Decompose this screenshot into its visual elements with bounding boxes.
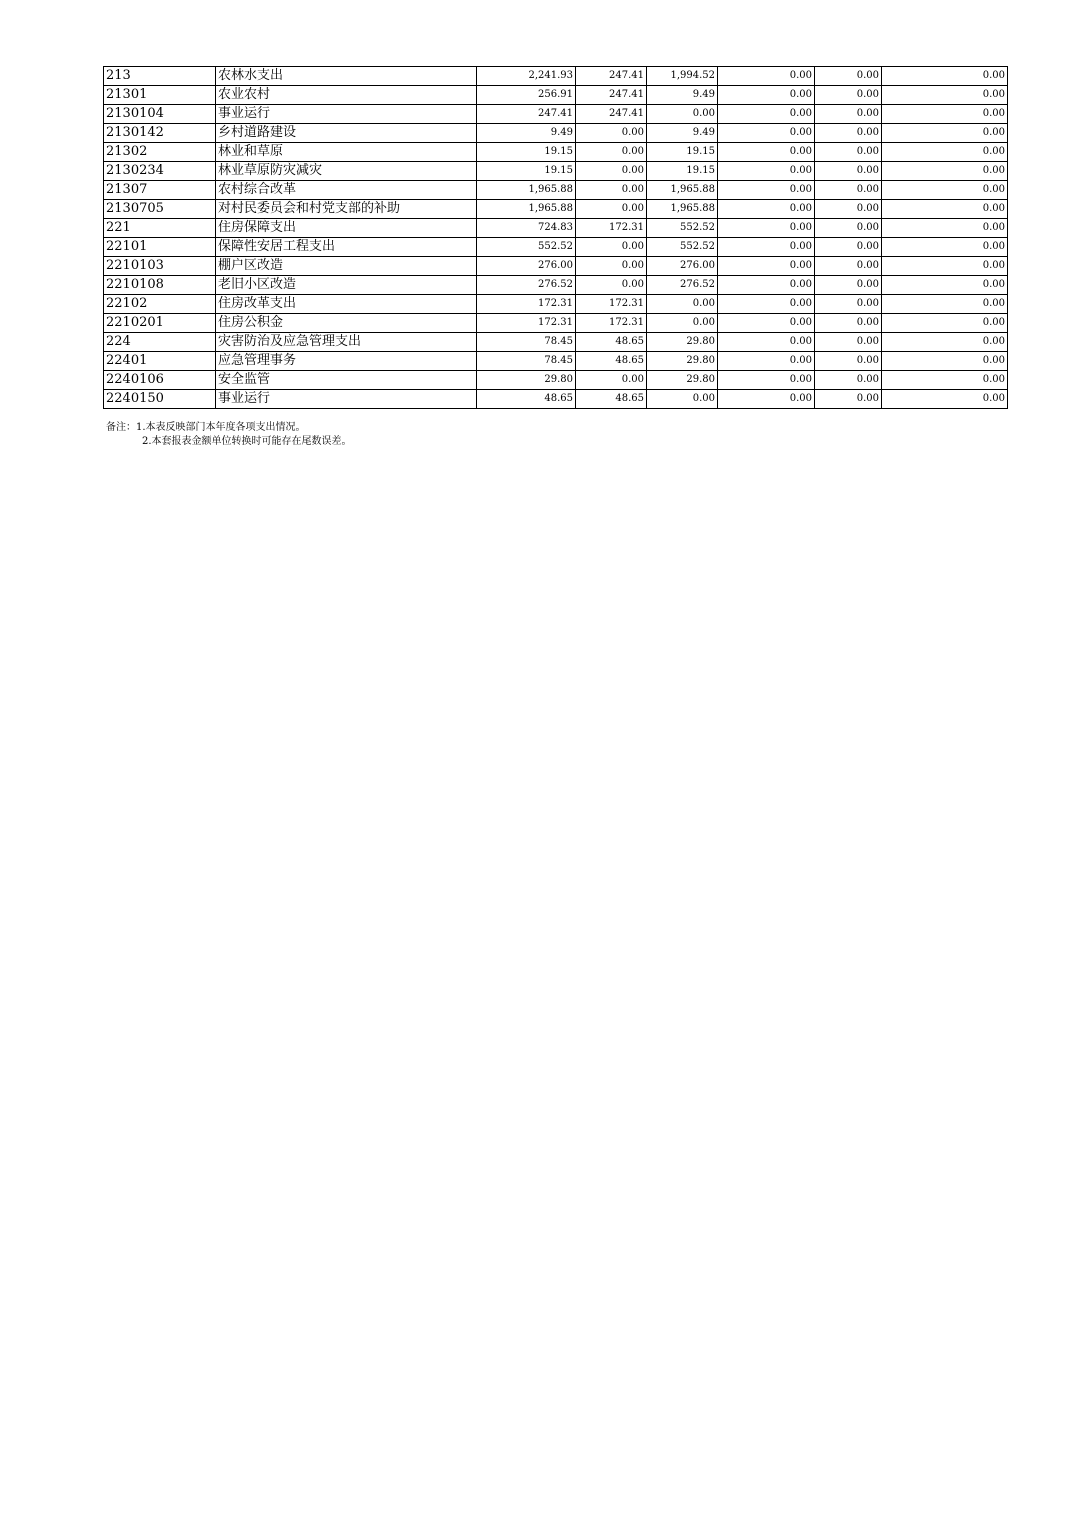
cell-total: 256.91 xyxy=(477,86,576,105)
cell-subject-code: 221 xyxy=(104,219,216,238)
cell-col-6: 0.00 xyxy=(882,67,1008,86)
cell-subject-code: 213 xyxy=(104,67,216,86)
cell-col-6: 0.00 xyxy=(882,200,1008,219)
cell-subject-name: 应急管理事务 xyxy=(216,352,477,371)
cell-col-5: 0.00 xyxy=(815,295,882,314)
cell-basic-expenditure: 0.00 xyxy=(576,162,647,181)
cell-project-expenditure: 29.80 xyxy=(647,352,718,371)
cell-project-expenditure: 0.00 xyxy=(647,295,718,314)
cell-project-expenditure: 19.15 xyxy=(647,143,718,162)
table-row xyxy=(104,219,1008,238)
cell-basic-expenditure: 0.00 xyxy=(576,257,647,276)
cell-col-5: 0.00 xyxy=(815,67,882,86)
cell-subject-code: 22401 xyxy=(104,352,216,371)
cell-subject-name: 农村综合改革 xyxy=(216,181,477,200)
cell-basic-expenditure: 0.00 xyxy=(576,200,647,219)
cell-subject-name: 住房保障支出 xyxy=(216,219,477,238)
cell-subject-code: 2130705 xyxy=(104,200,216,219)
cell-subject-code: 21307 xyxy=(104,181,216,200)
cell-project-expenditure: 9.49 xyxy=(647,86,718,105)
cell-total: 48.65 xyxy=(477,390,576,409)
cell-total: 1,965.88 xyxy=(477,200,576,219)
cell-total: 1,965.88 xyxy=(477,181,576,200)
cell-total: 78.45 xyxy=(477,333,576,352)
cell-col-4: 0.00 xyxy=(718,219,815,238)
footnote-line-1: 备注：1.本表反映部门本年度各项支出情况。 xyxy=(106,422,306,433)
cell-col-5: 0.00 xyxy=(815,181,882,200)
footnote-line-2: 2.本套报表金额单位转换时可能存在尾数误差。 xyxy=(142,436,352,447)
cell-basic-expenditure: 48.65 xyxy=(576,390,647,409)
cell-subject-name: 棚户区改造 xyxy=(216,257,477,276)
cell-basic-expenditure: 0.00 xyxy=(576,238,647,257)
cell-basic-expenditure: 48.65 xyxy=(576,333,647,352)
cell-subject-name: 林业草原防灾减灾 xyxy=(216,162,477,181)
cell-project-expenditure: 0.00 xyxy=(647,390,718,409)
cell-total: 276.00 xyxy=(477,257,576,276)
cell-total: 552.52 xyxy=(477,238,576,257)
cell-total: 19.15 xyxy=(477,143,576,162)
table-row xyxy=(104,295,1008,314)
cell-project-expenditure: 1,965.88 xyxy=(647,181,718,200)
cell-project-expenditure: 0.00 xyxy=(647,105,718,124)
cell-col-5: 0.00 xyxy=(815,352,882,371)
cell-col-4: 0.00 xyxy=(718,333,815,352)
cell-col-4: 0.00 xyxy=(718,200,815,219)
table-body xyxy=(104,67,1008,409)
cell-col-5: 0.00 xyxy=(815,276,882,295)
table-row xyxy=(104,67,1008,86)
cell-subject-name: 住房公积金 xyxy=(216,314,477,333)
table-row xyxy=(104,333,1008,352)
cell-basic-expenditure: 172.31 xyxy=(576,219,647,238)
cell-project-expenditure: 276.00 xyxy=(647,257,718,276)
cell-subject-name: 保障性安居工程支出 xyxy=(216,238,477,257)
cell-subject-code: 224 xyxy=(104,333,216,352)
cell-subject-name: 林业和草原 xyxy=(216,143,477,162)
cell-subject-name: 事业运行 xyxy=(216,105,477,124)
table-row xyxy=(104,200,1008,219)
cell-col-6: 0.00 xyxy=(882,352,1008,371)
cell-project-expenditure: 1,965.88 xyxy=(647,200,718,219)
cell-col-5: 0.00 xyxy=(815,143,882,162)
cell-subject-code: 2130142 xyxy=(104,124,216,143)
cell-col-4: 0.00 xyxy=(718,390,815,409)
cell-col-4: 0.00 xyxy=(718,371,815,390)
cell-total: 78.45 xyxy=(477,352,576,371)
cell-col-4: 0.00 xyxy=(718,143,815,162)
cell-subject-code: 21301 xyxy=(104,86,216,105)
cell-subject-name: 乡村道路建设 xyxy=(216,124,477,143)
cell-basic-expenditure: 247.41 xyxy=(576,86,647,105)
cell-total: 724.83 xyxy=(477,219,576,238)
cell-col-4: 0.00 xyxy=(718,352,815,371)
expenditure-table xyxy=(103,66,1008,409)
cell-subject-name: 农业农村 xyxy=(216,86,477,105)
cell-subject-code: 2240150 xyxy=(104,390,216,409)
table-row xyxy=(104,86,1008,105)
table-row xyxy=(104,105,1008,124)
table-row xyxy=(104,352,1008,371)
table-row xyxy=(104,257,1008,276)
cell-col-6: 0.00 xyxy=(882,162,1008,181)
cell-col-6: 0.00 xyxy=(882,238,1008,257)
cell-project-expenditure: 552.52 xyxy=(647,238,718,257)
cell-col-4: 0.00 xyxy=(718,105,815,124)
cell-basic-expenditure: 48.65 xyxy=(576,352,647,371)
cell-total: 19.15 xyxy=(477,162,576,181)
cell-basic-expenditure: 172.31 xyxy=(576,295,647,314)
cell-total: 172.31 xyxy=(477,314,576,333)
cell-col-6: 0.00 xyxy=(882,181,1008,200)
cell-project-expenditure: 1,994.52 xyxy=(647,67,718,86)
cell-col-5: 0.00 xyxy=(815,314,882,333)
cell-col-4: 0.00 xyxy=(718,86,815,105)
cell-col-4: 0.00 xyxy=(718,295,815,314)
cell-subject-code: 22102 xyxy=(104,295,216,314)
cell-col-6: 0.00 xyxy=(882,143,1008,162)
cell-col-6: 0.00 xyxy=(882,390,1008,409)
cell-subject-name: 事业运行 xyxy=(216,390,477,409)
cell-subject-code: 2210108 xyxy=(104,276,216,295)
table-row xyxy=(104,181,1008,200)
cell-project-expenditure: 9.49 xyxy=(647,124,718,143)
cell-subject-name: 农林水支出 xyxy=(216,67,477,86)
cell-subject-name: 住房改革支出 xyxy=(216,295,477,314)
cell-col-5: 0.00 xyxy=(815,200,882,219)
cell-project-expenditure: 29.80 xyxy=(647,333,718,352)
cell-subject-name: 灾害防治及应急管理支出 xyxy=(216,333,477,352)
cell-project-expenditure: 29.80 xyxy=(647,371,718,390)
cell-basic-expenditure: 0.00 xyxy=(576,371,647,390)
cell-col-5: 0.00 xyxy=(815,124,882,143)
cell-col-5: 0.00 xyxy=(815,238,882,257)
cell-col-4: 0.00 xyxy=(718,238,815,257)
cell-subject-code: 22101 xyxy=(104,238,216,257)
table-row xyxy=(104,371,1008,390)
cell-subject-name: 对村民委员会和村党支部的补助 xyxy=(216,200,477,219)
cell-col-6: 0.00 xyxy=(882,314,1008,333)
cell-col-5: 0.00 xyxy=(815,162,882,181)
cell-project-expenditure: 552.52 xyxy=(647,219,718,238)
cell-col-5: 0.00 xyxy=(815,333,882,352)
cell-subject-code: 2130104 xyxy=(104,105,216,124)
cell-total: 2,241.93 xyxy=(477,67,576,86)
cell-col-4: 0.00 xyxy=(718,124,815,143)
cell-subject-name: 老旧小区改造 xyxy=(216,276,477,295)
cell-col-6: 0.00 xyxy=(882,295,1008,314)
cell-basic-expenditure: 0.00 xyxy=(576,276,647,295)
cell-col-4: 0.00 xyxy=(718,67,815,86)
cell-col-5: 0.00 xyxy=(815,86,882,105)
cell-col-5: 0.00 xyxy=(815,390,882,409)
cell-basic-expenditure: 0.00 xyxy=(576,124,647,143)
table-row xyxy=(104,124,1008,143)
cell-col-6: 0.00 xyxy=(882,371,1008,390)
cell-total: 276.52 xyxy=(477,276,576,295)
cell-col-6: 0.00 xyxy=(882,219,1008,238)
cell-basic-expenditure: 172.31 xyxy=(576,314,647,333)
table-row xyxy=(104,314,1008,333)
cell-subject-name: 安全监管 xyxy=(216,371,477,390)
cell-subject-code: 2210201 xyxy=(104,314,216,333)
cell-col-6: 0.00 xyxy=(882,105,1008,124)
cell-col-5: 0.00 xyxy=(815,105,882,124)
cell-basic-expenditure: 247.41 xyxy=(576,67,647,86)
cell-col-6: 0.00 xyxy=(882,257,1008,276)
cell-subject-code: 21302 xyxy=(104,143,216,162)
cell-basic-expenditure: 247.41 xyxy=(576,105,647,124)
cell-col-4: 0.00 xyxy=(718,276,815,295)
table-row xyxy=(104,390,1008,409)
cell-total: 247.41 xyxy=(477,105,576,124)
cell-col-6: 0.00 xyxy=(882,276,1008,295)
cell-subject-code: 2210103 xyxy=(104,257,216,276)
cell-col-6: 0.00 xyxy=(882,124,1008,143)
table-row xyxy=(104,238,1008,257)
cell-col-5: 0.00 xyxy=(815,219,882,238)
cell-subject-code: 2240106 xyxy=(104,371,216,390)
cell-col-6: 0.00 xyxy=(882,86,1008,105)
cell-col-5: 0.00 xyxy=(815,371,882,390)
cell-basic-expenditure: 0.00 xyxy=(576,143,647,162)
cell-total: 9.49 xyxy=(477,124,576,143)
table-row xyxy=(104,276,1008,295)
cell-project-expenditure: 19.15 xyxy=(647,162,718,181)
table-row xyxy=(104,143,1008,162)
table-row xyxy=(104,162,1008,181)
cell-project-expenditure: 0.00 xyxy=(647,314,718,333)
cell-total: 172.31 xyxy=(477,295,576,314)
cell-col-4: 0.00 xyxy=(718,162,815,181)
cell-col-4: 0.00 xyxy=(718,257,815,276)
cell-col-4: 0.00 xyxy=(718,314,815,333)
cell-col-4: 0.00 xyxy=(718,181,815,200)
cell-col-6: 0.00 xyxy=(882,333,1008,352)
cell-basic-expenditure: 0.00 xyxy=(576,181,647,200)
cell-subject-code: 2130234 xyxy=(104,162,216,181)
cell-total: 29.80 xyxy=(477,371,576,390)
cell-project-expenditure: 276.52 xyxy=(647,276,718,295)
footnotes xyxy=(106,421,352,449)
cell-col-5: 0.00 xyxy=(815,257,882,276)
